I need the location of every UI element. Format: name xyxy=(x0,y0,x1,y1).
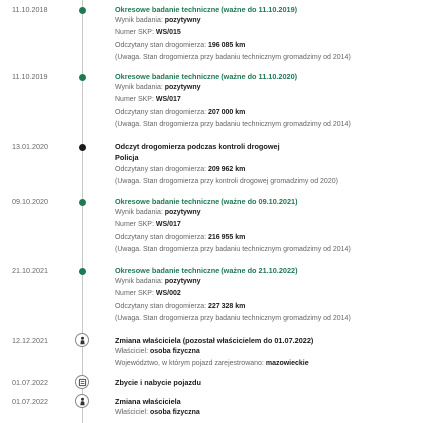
odometer-row: Odczytany stan drogomierza: 196 085 km xyxy=(115,41,246,49)
event-date: 11.10.2019 xyxy=(12,72,48,81)
timeline-marker xyxy=(79,74,86,81)
voivodeship-row: Województwo, w którym pojazd zarejestrowano: mazowieckie xyxy=(115,360,309,368)
owner-row: Właściciel: osoba fizyczna xyxy=(115,409,200,416)
odometer-row: Odczytany stan drogomierza: 227 328 km xyxy=(115,302,246,310)
odometer-row: Odczytany stan drogomierza: 207 000 km xyxy=(115,108,246,116)
odometer-row: Odczytany stan drogomierza: 209 962 km xyxy=(115,166,246,173)
person-icon xyxy=(75,394,89,408)
odometer-note: (Uwaga. Stan drogomierza przy badaniu technicznym gromadzimy od 2014) xyxy=(115,120,351,128)
timeline-marker xyxy=(79,144,86,151)
skp-row: Numer SKP: WS/017 xyxy=(115,221,181,229)
skp-row: Numer SKP: WS/002 xyxy=(115,290,181,298)
event-date: 09.10.2020 xyxy=(12,197,48,206)
result-row: Wynik badania: pozytywny xyxy=(115,209,201,216)
odometer-row: Odczytany stan drogomierza: 216 955 km xyxy=(115,233,246,241)
odometer-note: (Uwaga. Stan drogomierza przy badaniu technicznym gromadzimy od 2014) xyxy=(115,245,351,253)
event-date: 01.07.2022 xyxy=(12,378,48,387)
event-title: Okresowe badanie techniczne (ważne do 21.10.2022) xyxy=(115,266,298,275)
event-title: Zmiana właściciela xyxy=(115,397,181,406)
event-date: 13.01.2020 xyxy=(12,142,48,151)
timeline-marker xyxy=(79,268,86,275)
event-title: Okresowe badanie techniczne (ważne do 11.10.2020) xyxy=(115,72,298,81)
owner-row: Właściciel: osoba fizyczna xyxy=(115,348,200,355)
event-subtitle: Policja xyxy=(115,153,139,162)
event-title: Okresowe badanie techniczne (ważne do 11.10.2019) xyxy=(115,5,298,14)
odometer-note: (Uwaga. Stan drogomierza przy badaniu technicznym gromadzimy od 2014) xyxy=(115,53,351,61)
car-exchange-icon xyxy=(75,375,89,389)
timeline-line xyxy=(82,0,83,423)
event-date: 11.10.2018 xyxy=(12,5,48,14)
event-title: Zmiana właściciela (pozostał właścicielem do 01.07.2022) xyxy=(115,336,314,345)
skp-row: Numer SKP: WS/017 xyxy=(115,96,181,104)
odometer-note: (Uwaga. Stan drogomierza przy kontroli drogowej gromadzimy od 2020) xyxy=(115,178,338,186)
timeline-marker xyxy=(79,7,86,14)
odometer-note: (Uwaga. Stan drogomierza przy badaniu technicznym gromadzimy od 2014) xyxy=(115,314,351,322)
event-date: 21.10.2021 xyxy=(12,266,48,275)
result-row: Wynik badania: pozytywny xyxy=(115,84,201,91)
event-title: Okresowe badanie techniczne (ważne do 09.10.2021) xyxy=(115,197,298,206)
event-title: Odczyt drogomierza podczas kontroli drogowej xyxy=(115,142,280,151)
event-date: 12.12.2021 xyxy=(12,336,48,345)
event-date: 01.07.2022 xyxy=(12,397,48,406)
event-title: Zbycie i nabycie pojazdu xyxy=(115,378,201,387)
person-icon xyxy=(75,333,89,347)
skp-row: Numer SKP: WS/015 xyxy=(115,29,181,37)
result-row: Wynik badania: pozytywny xyxy=(115,278,201,285)
timeline-marker xyxy=(79,199,86,206)
result-row: Wynik badania: pozytywny xyxy=(115,17,201,24)
